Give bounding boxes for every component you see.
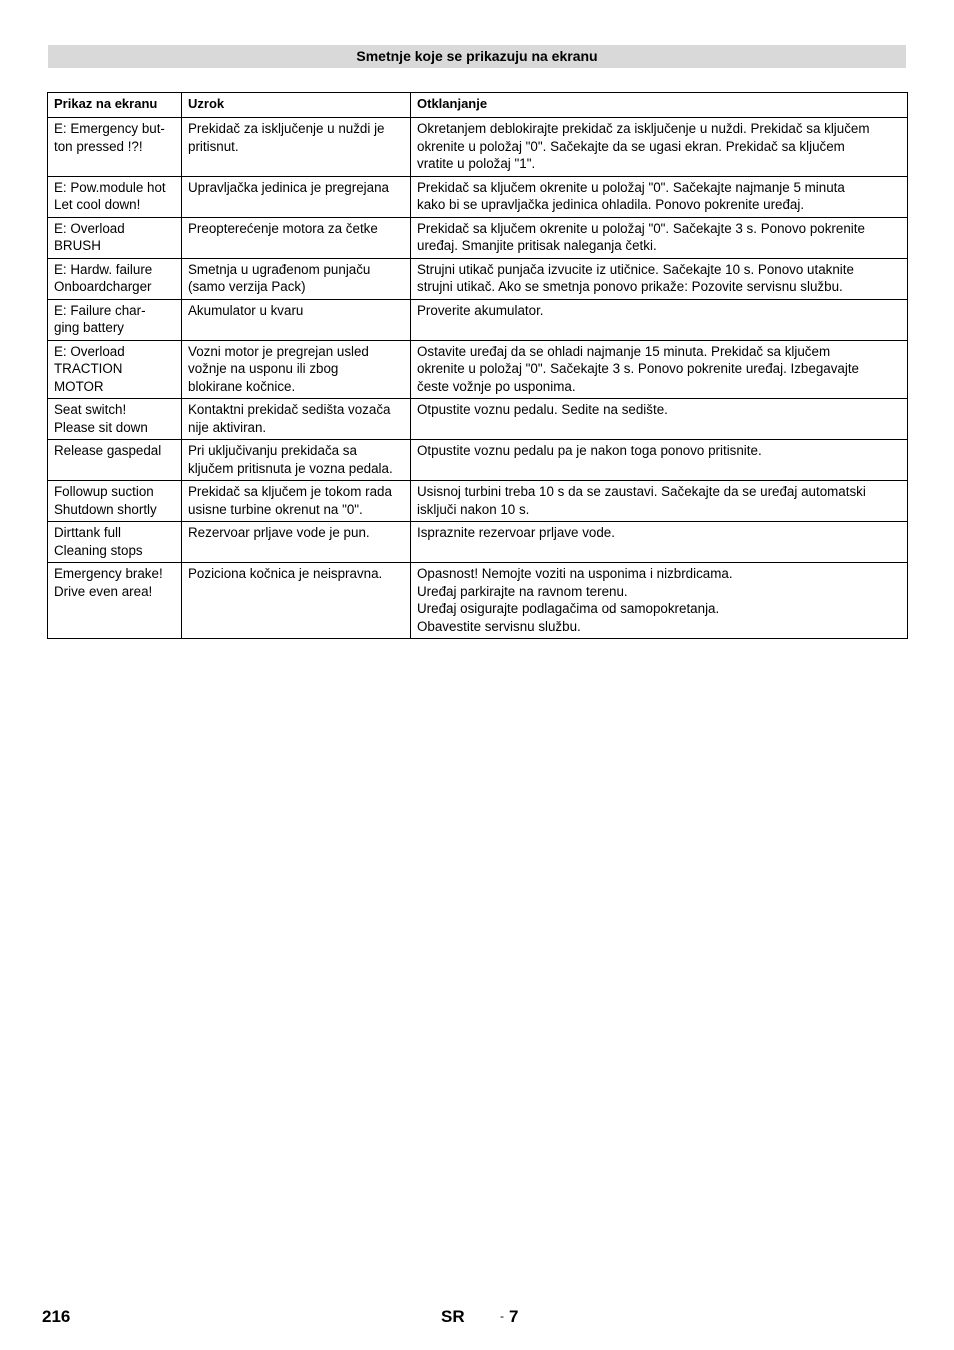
cell-text-line: E: Failure char-	[54, 302, 146, 318]
table-row	[48, 176, 908, 217]
table-row	[48, 481, 908, 522]
cell-text-line: E: Overload	[54, 220, 125, 236]
section-title: Smetnje koje se prikazuju na ekranu	[48, 45, 906, 68]
cell-text-line: Opasnost! Nemojte voziti na usponima i nizbrdicama.	[417, 566, 733, 581]
cell-display	[48, 399, 182, 440]
table-row	[48, 440, 908, 481]
cell-text-line: MOTOR	[54, 378, 104, 394]
cell-text-line: okrenite u položaj "0". Sačekajte 3 s. Ponovo pokrenite uređaj. Izbegavajte	[417, 361, 860, 376]
column-header-cause: Uzrok	[182, 93, 411, 118]
cell-cause	[182, 258, 411, 299]
cell-text-line: Ispraznite rezervoar prljave vode.	[417, 525, 615, 540]
table-header-row	[48, 93, 908, 118]
cell-text-line: E: Pow.module hot	[54, 179, 166, 195]
cell-remedy	[411, 118, 908, 177]
cell-cause	[182, 217, 411, 258]
cell-text-line: Usisnoj turbini treba 10 s da se zaustavi. Sačekajte da se uređaj automatski	[417, 484, 866, 499]
cell-text-line: BRUSH	[54, 238, 101, 253]
cell-text-line: česte vožnje po usponima.	[417, 378, 576, 394]
cell-text-line: Seat switch!	[54, 402, 127, 417]
cell-text-line: Strujni utikač punjača izvucite iz utičnice. Sačekajte 10 s. Ponovo utaknite	[417, 261, 854, 277]
cell-display	[48, 217, 182, 258]
language-code: SR	[441, 1307, 465, 1326]
cell-text-line: Followup suction	[54, 484, 154, 499]
table-row	[48, 522, 908, 563]
cell-display	[48, 299, 182, 340]
table-row	[48, 118, 908, 177]
cell-text-line: Otpustite voznu pedalu pa je nakon toga ponovo pritisnite.	[417, 443, 762, 458]
cell-text-line: Let cool down!	[54, 197, 141, 212]
cell-remedy	[411, 176, 908, 217]
cell-display	[48, 118, 182, 177]
cell-text-line: ključem pritisnuta je vozna pedala.	[188, 460, 393, 476]
cell-text-line: Prekidač za isključenje u nuždi je	[188, 121, 385, 136]
cell-display	[48, 440, 182, 481]
cell-display	[48, 481, 182, 522]
cell-text-line: Release gaspedal	[54, 443, 162, 458]
fault-table-body	[48, 118, 908, 639]
cell-text-line: E: Emergency but-	[54, 121, 165, 136]
cell-cause	[182, 118, 411, 177]
cell-cause	[182, 299, 411, 340]
cell-remedy	[411, 481, 908, 522]
cell-text-line: Akumulator u kvaru	[188, 302, 304, 318]
cell-text-line: nije aktiviran.	[188, 419, 267, 435]
cell-text-line: Prekidač sa ključem okrenite u položaj "0". Sačekajte najmanje 5 minuta	[417, 179, 845, 195]
table-row	[48, 258, 908, 299]
cell-text-line: Otpustite voznu pedalu. Sedite na sedište.	[417, 402, 668, 417]
cell-text-line: Okretanjem deblokirajte prekidač za isključenje u nuždi. Prekidač sa ključem	[417, 121, 870, 136]
cell-text-line: Obavestite servisnu službu.	[417, 618, 581, 634]
cell-text-line: Cleaning stops	[54, 542, 143, 558]
table-row	[48, 399, 908, 440]
cell-text-line: isključi nakon 10 s.	[417, 501, 530, 517]
table-row	[48, 563, 908, 639]
cell-text-line: Dirttank full	[54, 525, 121, 540]
cell-cause	[182, 563, 411, 639]
cell-text-line: Drive even area!	[54, 583, 153, 599]
cell-remedy	[411, 258, 908, 299]
cell-text-line: Ostavite uređaj da se ohladi najmanje 15 minuta. Prekidač sa ključem	[417, 343, 831, 359]
cell-display	[48, 563, 182, 639]
column-header-display: Prikaz na ekranu	[48, 93, 182, 118]
cell-remedy	[411, 563, 908, 639]
cell-text-line: Uređaj parkirajte na ravnom terenu.	[417, 583, 628, 599]
cell-text-line: Onboardcharger	[54, 279, 152, 294]
cell-display	[48, 258, 182, 299]
table-row	[48, 299, 908, 340]
cell-display	[48, 522, 182, 563]
cell-text-line: Rezervoar prljave vode je pun.	[188, 525, 370, 540]
cell-text-line: Prekidač sa ključem okrenite u položaj "0". Sačekajte 3 s. Ponovo pokrenite	[417, 220, 865, 236]
cell-cause	[182, 440, 411, 481]
cell-text-line: Pri uključivanju prekidača sa	[188, 443, 357, 458]
cell-display	[48, 176, 182, 217]
page-separator: -	[500, 1309, 504, 1323]
cell-remedy	[411, 299, 908, 340]
cell-remedy	[411, 217, 908, 258]
cell-text-line: Emergency brake!	[54, 566, 163, 581]
cell-text-line: okrenite u položaj "0". Sačekajte da se ugasi ekran. Prekidač sa ključem	[417, 138, 845, 154]
cell-remedy	[411, 399, 908, 440]
cell-text-line: kako bi se upravljačka jedinica ohladila. Ponovo pokrenite uređaj.	[417, 197, 805, 212]
cell-cause	[182, 522, 411, 563]
cell-cause	[182, 340, 411, 399]
cell-cause	[182, 176, 411, 217]
cell-text-line: Vozni motor je pregrejan usled	[188, 343, 369, 359]
cell-text-line: Shutdown shortly	[54, 501, 157, 517]
cell-text-line: Kontaktni prekidač sedišta vozača	[188, 402, 391, 417]
fault-table	[47, 92, 908, 639]
cell-text-line: ton pressed !?!	[54, 138, 143, 154]
cell-text-line: vratite u položaj "1".	[417, 156, 536, 171]
section-page-number: 7	[509, 1307, 519, 1326]
cell-text-line: strujni utikač. Ako se smetnja ponovo prikaže: Pozovite servisnu službu.	[417, 279, 843, 294]
page-number: 216	[42, 1307, 71, 1326]
cell-text-line: Please sit down	[54, 419, 148, 435]
cell-text-line: blokirane kočnice.	[188, 378, 296, 394]
cell-text-line: pritisnut.	[188, 138, 239, 154]
cell-text-line: E: Overload	[54, 343, 125, 359]
cell-text-line: Prekidač sa ključem je tokom rada	[188, 484, 392, 499]
cell-text-line: uređaj. Smanjite pritisak naleganja četki.	[417, 238, 657, 253]
cell-text-line: vožnje na usponu ili zbog	[188, 361, 339, 376]
cell-cause	[182, 481, 411, 522]
cell-remedy	[411, 440, 908, 481]
cell-text-line: Upravljačka jedinica je pregrejana	[188, 179, 389, 195]
cell-text-line: usisne turbine okrenut na "0".	[188, 501, 363, 517]
table-row	[48, 217, 908, 258]
cell-text-line: TRACTION	[54, 361, 123, 376]
cell-text-line: Poziciona kočnica je neispravna.	[188, 566, 383, 581]
cell-text-line: (samo verzija Pack)	[188, 279, 306, 294]
cell-text-line: Proverite akumulator.	[417, 302, 544, 318]
cell-text-line: Uređaj osigurajte podlagačima od samopokretanja.	[417, 601, 720, 616]
cell-text-line: ging battery	[54, 320, 124, 335]
table-row	[48, 340, 908, 399]
cell-remedy	[411, 340, 908, 399]
cell-display	[48, 340, 182, 399]
cell-remedy	[411, 522, 908, 563]
cell-text-line: Preopterećenje motora za četke	[188, 220, 378, 236]
column-header-remedy: Otklanjanje	[411, 93, 908, 118]
cell-text-line: Smetnja u ugrađenom punjaču	[188, 261, 371, 277]
cell-text-line: E: Hardw. failure	[54, 261, 153, 277]
cell-cause	[182, 399, 411, 440]
